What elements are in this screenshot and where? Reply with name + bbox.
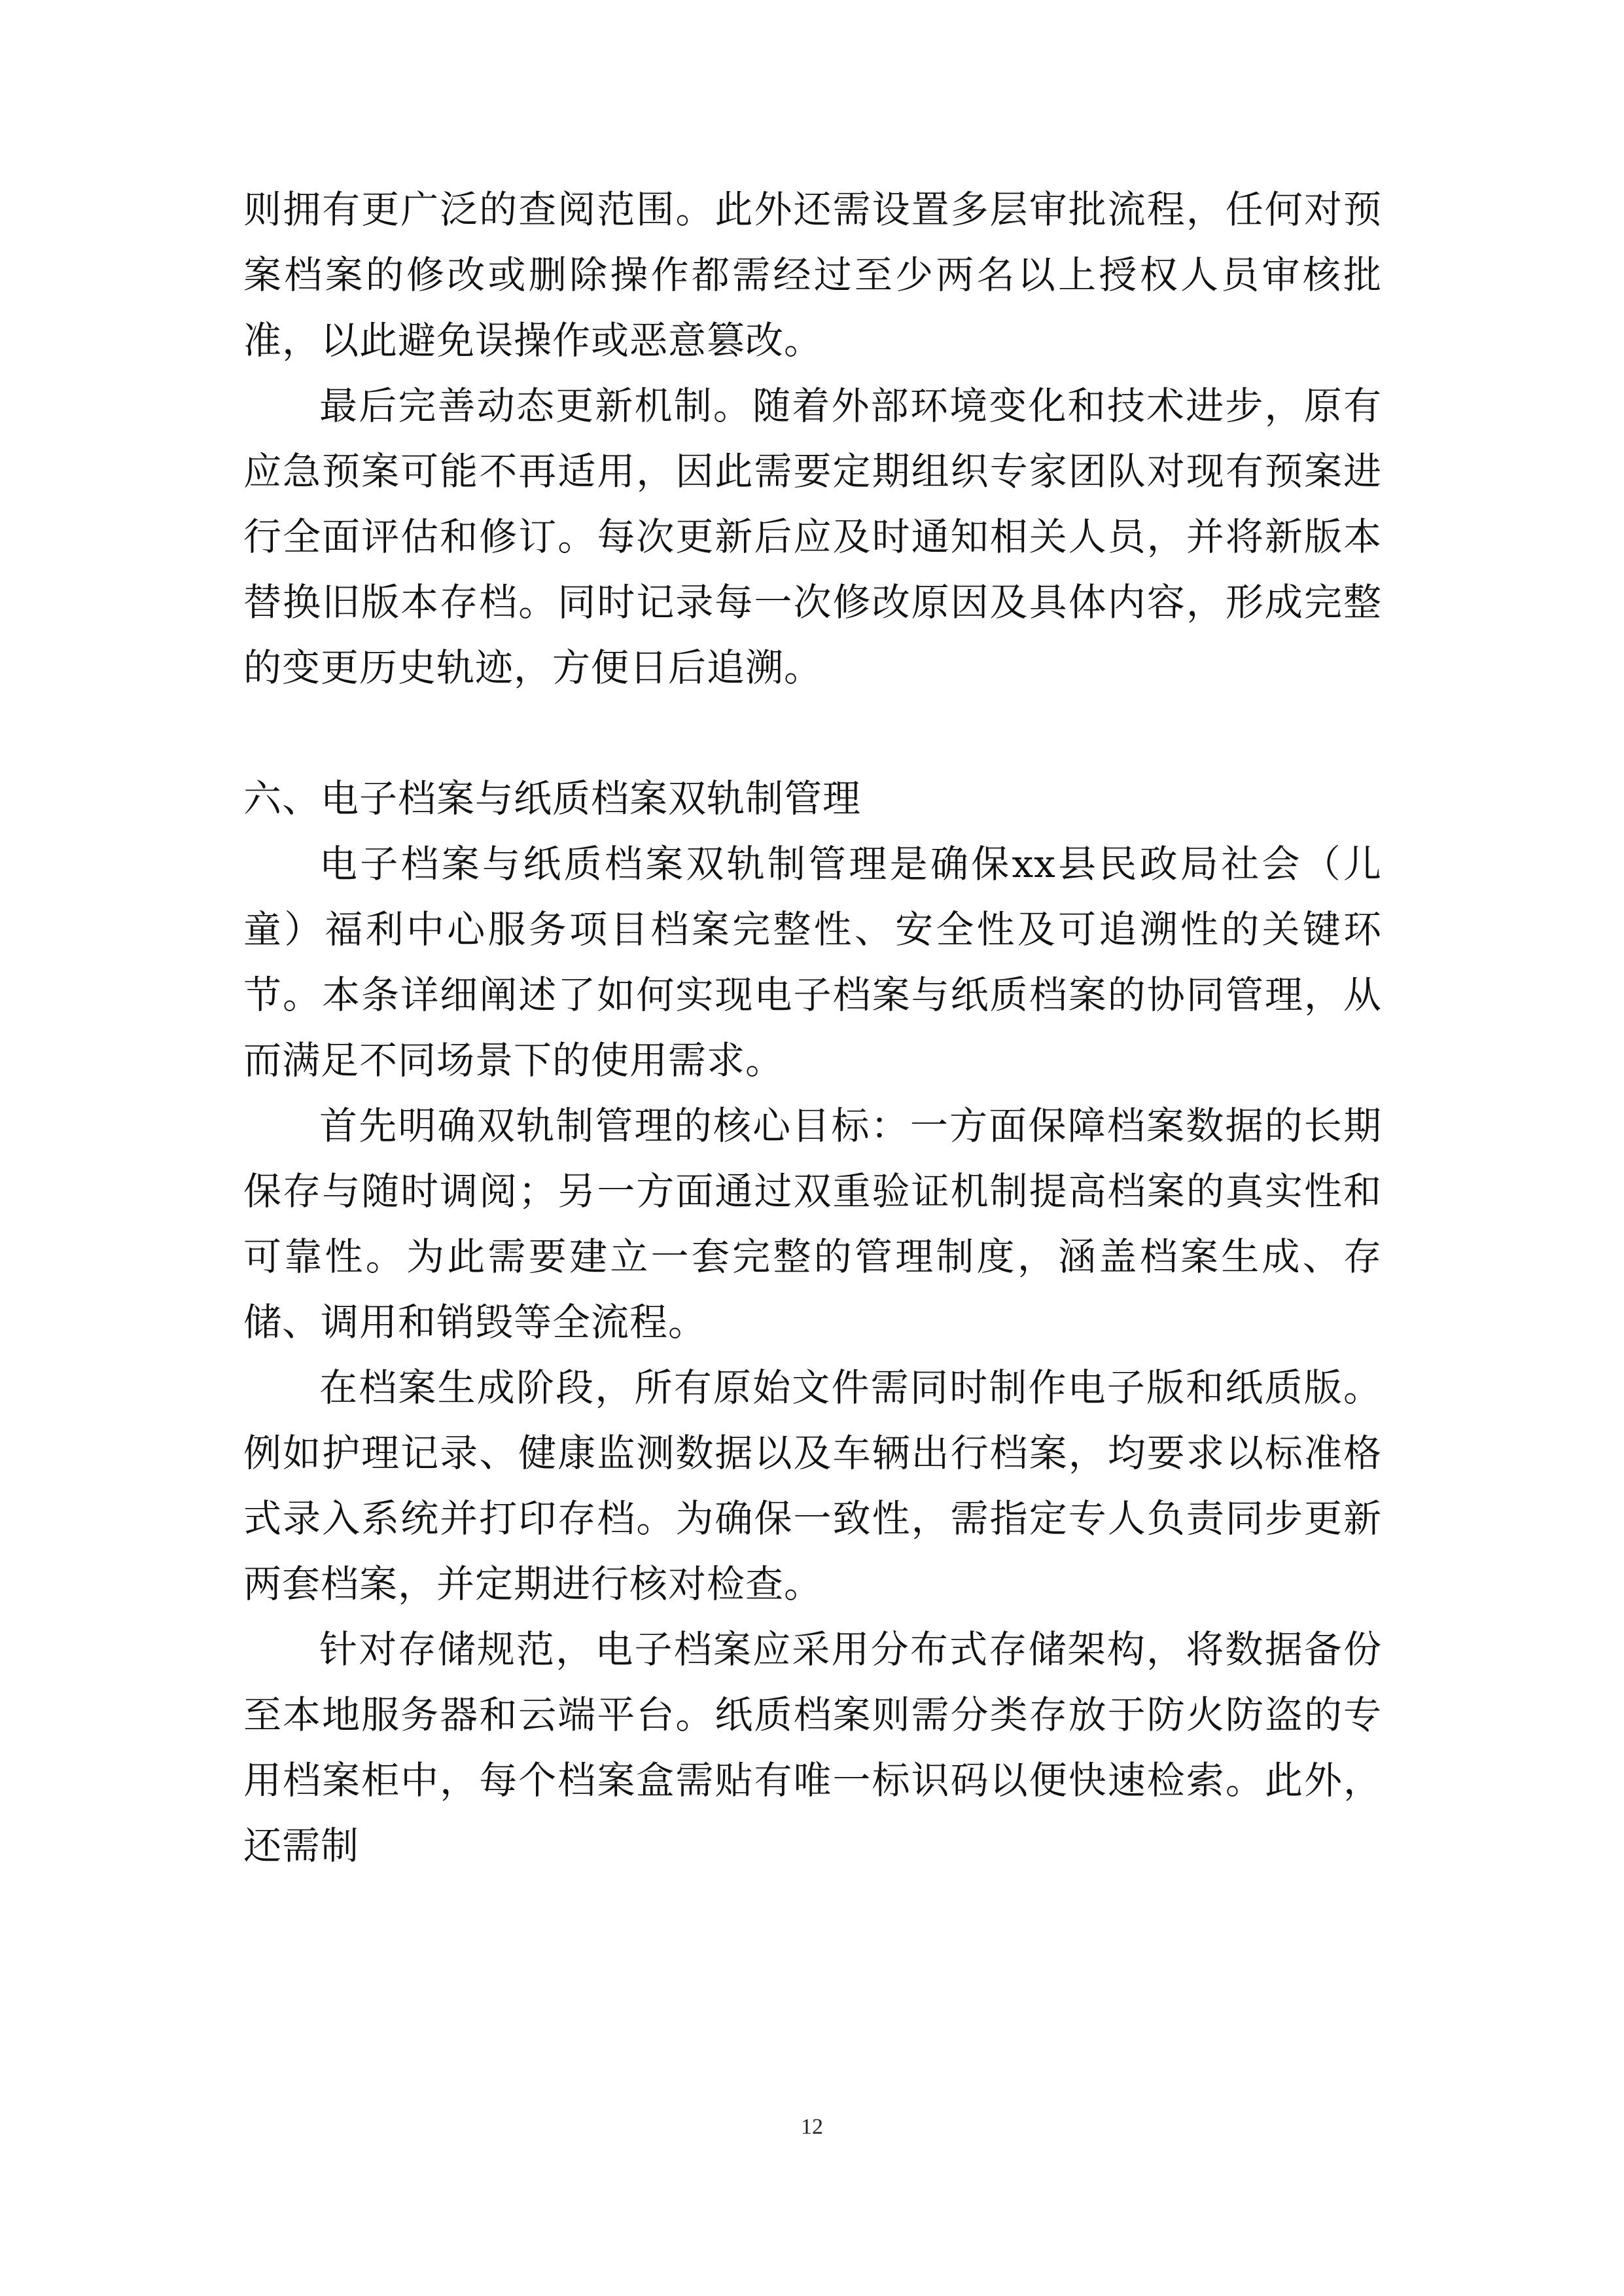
page-number: 12 xyxy=(801,2115,823,2139)
section-heading: 六、电子档案与纸质档案双轨制管理 xyxy=(243,776,862,821)
paragraph-core-goals: 首先明确双轨制管理的核心目标：一方面保障档案数据的长期保存与随时调阅；另一方面通过双重验证机制提高档案的真实性和可靠性。为此需要建立一套完整的管理制度，涵盖档案生成、存储、调用和销毁等全流程。 xyxy=(243,1103,1382,1344)
body-text xyxy=(243,177,1382,1878)
paragraph-continued: 则拥有更广泛的查阅范围。此外还需设置多层审批流程，任何对预案档案的修改或删除操作都需经过至少两名以上授权人员审核批准，以此避免误操作或恶意篡改。 xyxy=(243,187,1382,363)
paragraph-dynamic-update: 最后完善动态更新机制。随着外部环境变化和技术进步，原有应急预案可能不再适用，因此需要定期组织专家团队对现有预案进行全面评估和修订。每次更新后应及时通知相关人员，并将新版本替换旧版本存档。同时记录每一次修改原因及具体内容，形成完整的变更历史轨迹，方便日后追溯。 xyxy=(243,384,1382,690)
paragraph-dual-track-intro: 电子档案与纸质档案双轨制管理是确保xx县民政局社会（儿童）福利中心服务项目档案完整性、安全性及可追溯性的关键环节。本条详细阐述了如何实现电子档案与纸质档案的协同管理，从而满足不同场景下的使用需求。 xyxy=(243,842,1382,1083)
paragraph-generation-stage: 在档案生成阶段，所有原始文件需同时制作电子版和纸质版。例如护理记录、健康监测数据以及车辆出行档案，均要求以标准格式录入系统并打印存档。为确保一致性，需指定专人负责同步更新两套档案，并定期进行核对检查。 xyxy=(243,1365,1382,1606)
paragraph-storage-spec: 针对存储规范，电子档案应采用分布式存储架构，将数据备份至本地服务器和云端平台。纸质档案则需分类存放于防火防盗的专用档案柜中，每个档案盒需贴有唯一标识码以便快速检索。此外，还需制 xyxy=(243,1627,1382,1868)
